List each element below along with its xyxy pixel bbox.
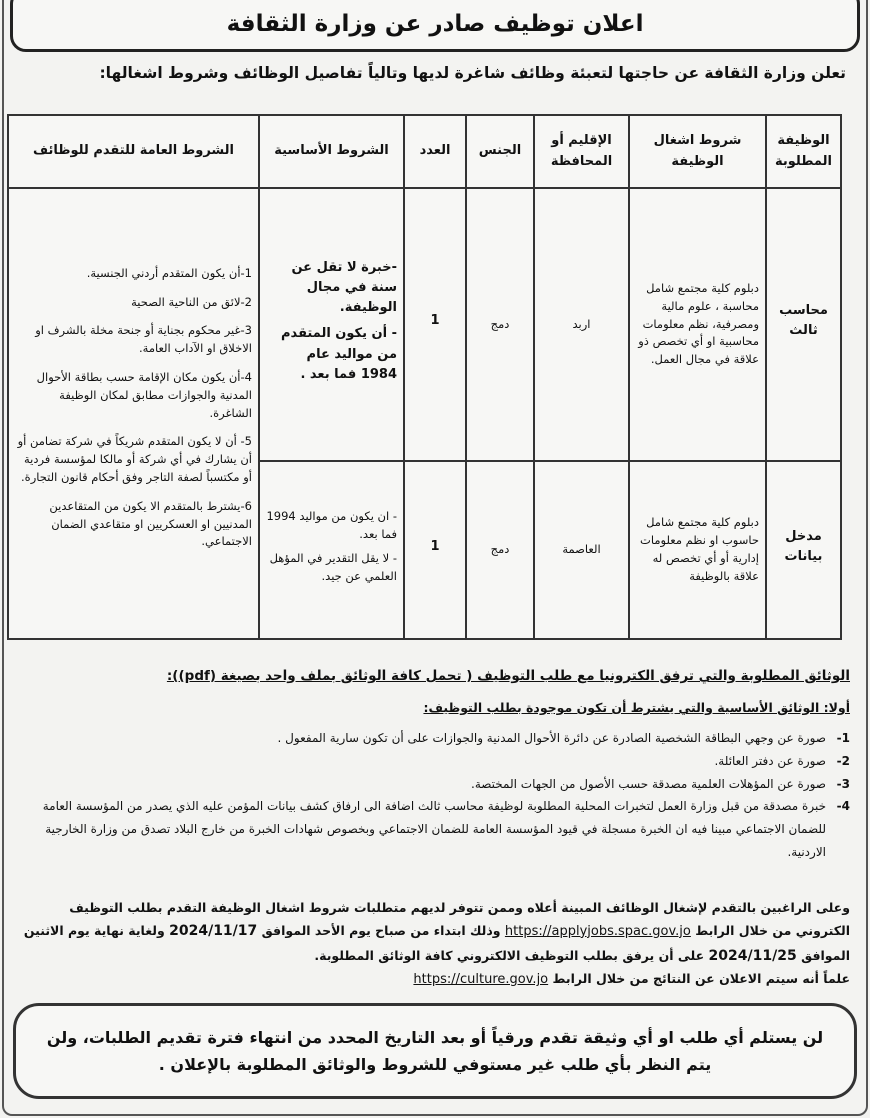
notice-text: لن يستلم أي طلب او أي وثيقة تقدم ورقياً أو بعد التاريخ المحدد من انتهاء فترة تقديم الطلبات، ولن يتم النظر بأي طلب غير مستوفي للشروط والوثائق المطلوبة بالإعلان . <box>46 1027 824 1074</box>
list-number: 1- <box>836 731 850 745</box>
header-conditions: شروط اشغال الوظيفة <box>629 115 766 188</box>
region-cell: العاصمة <box>534 461 629 639</box>
list-item <box>20 750 850 773</box>
basic-condition: - لا يقل التقدير في المؤهل العلمي عن جيد. <box>269 550 397 583</box>
count-cell <box>404 188 466 461</box>
list-number: 2- <box>836 753 850 768</box>
documents-heading: الوثائق المطلوبة والتي ترفق الكترونيا مع طلب التوظيف ( تحمل كافة الوثائق بملف واحد بصيغة (pdf)): <box>166 668 850 684</box>
count-cell <box>404 461 466 639</box>
job-title: مدخل بيانات <box>784 528 823 564</box>
list-text: صورة عن وجهي البطاقة الشخصية الصادرة عن دائرة الأحوال المدنية والجوازات على أن تكون سارية المفعول . <box>277 731 826 745</box>
general-condition: 6-يشترط بالمتقدم الا يكون من المتقاعدين المدنيين او العسكريين او متقاعدي الضمان الاجتماعي. <box>49 498 252 549</box>
apply-text: على أن يرفق بطلب التوظيف الالكتروني كافة الوثائق المطلوبة. <box>314 947 705 963</box>
header-job: الوظيفة المطلوبة <box>766 115 841 188</box>
basic-condition: -خبرة لا تقل عن سنة في مجال الوظيفة. <box>291 260 397 316</box>
table-header-row <box>8 115 841 188</box>
apply-text: ولغاية نهاية يوم الاثنين الموافق <box>23 922 850 963</box>
list-number: 4- <box>836 799 850 814</box>
results-link[interactable]: https://culture.gov.jo <box>413 972 549 988</box>
results-text: علماً أنه سيتم الاعلان عن النتائج من خلال الرابط <box>552 971 850 987</box>
region-cell: اربد <box>534 188 629 461</box>
job-conditions-cell: دبلوم كلية مجتمع شامل محاسبة ، علوم مالية ومصرفية، نظم معلومات محاسبية او أي تخصص ذو علاقة في مجال العمل. <box>629 188 766 461</box>
list-item <box>20 795 850 863</box>
basic-condition: - أن يكون المتقدم من مواليد عام 1984 فما بعد . <box>281 326 397 382</box>
end-date: 2024/11/25 <box>708 947 797 964</box>
general-condition: 2-لائق من الناحية الصحية <box>131 294 252 309</box>
list-item <box>20 727 850 750</box>
application-paragraph <box>14 897 850 992</box>
header-general-conditions: الشروط العامة للتقدم للوظائف <box>8 115 259 188</box>
apply-link[interactable]: https://applyjobs.spac.gov.jo <box>504 923 691 939</box>
title-banner <box>10 0 860 52</box>
count-value: 1 <box>430 313 440 329</box>
gender-cell: دمج <box>466 461 534 639</box>
job-title-cell <box>766 461 841 639</box>
header-basic-conditions: الشروط الأساسية <box>259 115 404 188</box>
list-item <box>20 773 850 796</box>
general-condition: 4-أن يكون مكان الإقامة حسب بطاقة الأحوال المدنية والجوازات مطابق لمكان الوظيفة الشاغرة. <box>36 369 252 420</box>
list-number: 3- <box>836 776 850 791</box>
notice-box <box>13 1003 857 1099</box>
intro-paragraph: تعلن وزارة الثقافة عن حاجتها لتعبئة وظائف شاغرة لديها وتالياً تفاصيل الوظائف وشروط اشغالها: <box>99 64 846 82</box>
documents-subheading: أولا: الوثائق الأساسية والتي يشترط أن تكون موجودة بطلب التوظيف: <box>423 700 850 715</box>
jobs-table <box>7 114 842 640</box>
basic-condition: - ان يكون من مواليد 1994 فما بعد. <box>266 509 397 542</box>
basic-conditions-cell <box>259 188 404 461</box>
count-value: 1 <box>430 538 440 554</box>
table-row <box>8 188 841 461</box>
general-condition: 5- أن لا يكون المتقدم شريكاً في شركة تضامن أو أن يشارك في أي شركة أو مالكا لمؤسسة فردية أو مكتسباً لصفة التاجر وفق أحكام قانون التجارة. <box>17 434 252 485</box>
page-title: اعلان توظيف صادر عن وزارة الثقافة <box>226 11 644 37</box>
apply-text: وعلى الراغبين بالتقدم لإشغال الوظائف المبينة أعلاه وممن تتوفر لديهم متطلبات شروط اشغال الوظيفة التقدم بطلب التوظيف الكتروني من خلال الرابط <box>69 900 850 938</box>
apply-text: وذلك ابتداء من صباح يوم الأحد الموافق <box>261 922 501 938</box>
job-title-cell <box>766 188 841 461</box>
documents-list <box>20 727 850 864</box>
gender-cell: دمج <box>466 188 534 461</box>
header-region: الإقليم أو المحافظة <box>534 115 629 188</box>
list-text: صورة عن المؤهلات العلمية مصدقة حسب الأصول من الجهات المختصة. <box>471 776 826 791</box>
start-date: 2024/11/17 <box>169 922 258 939</box>
job-conditions-cell: دبلوم كلية مجتمع شامل حاسوب او نظم معلومات إدارية أو أي تخصص له علاقة بالوظيفة <box>629 461 766 639</box>
general-condition: 3-غير محكوم بجناية أو جنحة مخلة بالشرف او الاخلاق او الآداب العامة. <box>35 323 252 356</box>
list-text: خبرة مصدقة من قبل وزارة العمل لتخبرات المحلية المطلوبة لوظيفة محاسب ثالث اضافة الى ارفاق كشف بيانات المؤمن عليه الذي يصدر من المؤسسة العامة للضمان الاجتماعي مبينا فيه ان الخبرة مسجلة في قيود المؤسسة العامة للضمان الاجتماعي وبخصوص شهادات الخبرة من خارج البلاد تصدق من وزارة الخارجية الاردنية. <box>42 799 826 859</box>
header-gender: الجنس <box>466 115 534 188</box>
list-text: صورة عن دفتر العائلة. <box>714 753 826 768</box>
basic-conditions-cell <box>259 461 404 639</box>
job-title: محاسب ثالث <box>779 303 828 339</box>
general-condition: 1-أن يكون المتقدم أردني الجنسية. <box>86 265 252 280</box>
general-conditions-cell <box>8 188 259 639</box>
header-count: العدد <box>404 115 466 188</box>
